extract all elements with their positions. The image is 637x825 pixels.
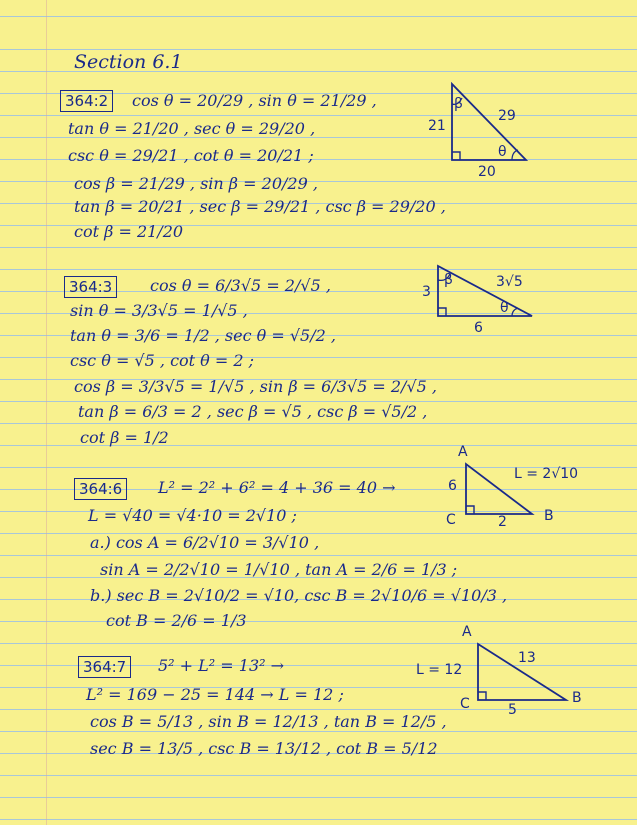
vertex-label-top: A bbox=[462, 624, 472, 640]
equation-line: sin θ = 3/3√5 = 1/√5 , bbox=[70, 301, 248, 320]
equation-line: cot β = 21/20 bbox=[74, 222, 184, 241]
problem-label: 364:7 bbox=[78, 656, 131, 678]
equation-line: cos β = 21/29 , sin β = 20/29 , bbox=[74, 174, 318, 193]
vertex-label-left: C bbox=[460, 696, 470, 712]
side-label-left: 3 bbox=[422, 284, 431, 300]
angle-label-top: β bbox=[454, 96, 463, 112]
side-label-hyp: 13 bbox=[518, 650, 536, 666]
triangle-figure bbox=[416, 622, 596, 722]
equation-line: a.) cos A = 6/2√10 = 3/√10 , bbox=[90, 533, 320, 552]
side-label-left: L = 12 bbox=[416, 662, 463, 678]
equation-line: L² = 169 − 25 = 144 → L = 12 ; bbox=[86, 685, 344, 704]
angle-label-right: θ bbox=[498, 144, 507, 160]
problem-label: 364:6 bbox=[74, 478, 127, 500]
vertex-label-right: B bbox=[544, 508, 554, 524]
equation-line: L = √40 = √4·10 = 2√10 ; bbox=[88, 506, 297, 525]
side-label-bottom: 6 bbox=[474, 320, 483, 336]
angle-label-right: θ bbox=[500, 300, 509, 316]
equation-line: csc θ = 29/21 , cot θ = 20/21 ; bbox=[68, 146, 314, 165]
side-label-left: 6 bbox=[448, 478, 457, 494]
triangle-figure bbox=[444, 442, 594, 532]
vertex-label-left: C bbox=[446, 512, 456, 528]
equation-line: L² = 2² + 6² = 4 + 36 = 40 → bbox=[158, 478, 396, 497]
side-label-left: 21 bbox=[428, 118, 446, 134]
side-label-hyp: 29 bbox=[498, 108, 516, 124]
side-label-hyp: 3√5 bbox=[496, 274, 523, 290]
equation-line: tan θ = 3/6 = 1/2 , sec θ = √5/2 , bbox=[70, 326, 336, 345]
equation-line: cos B = 5/13 , sin B = 12/13 , tan B = 12/5 , bbox=[90, 712, 447, 731]
side-label-bottom: 2 bbox=[498, 514, 507, 530]
angle-label-top: β bbox=[444, 272, 453, 288]
equation-line: sin A = 2/2√10 = 1/√10 , tan A = 2/6 = 1/3 ; bbox=[100, 560, 458, 579]
equation-line: 5² + L² = 13² → bbox=[158, 656, 285, 675]
triangle-figure bbox=[428, 82, 550, 182]
equation-line: tan β = 6/3 = 2 , sec β = √5 , csc β = √5/2 , bbox=[78, 402, 428, 421]
equation-line: cos θ = 6/3√5 = 2/√5 , bbox=[150, 276, 331, 295]
side-label-bottom: 5 bbox=[508, 702, 517, 718]
equation-line: cot B = 2/6 = 1/3 bbox=[106, 611, 247, 630]
equation-line: tan β = 20/21 , sec β = 29/21 , csc β = 29/20 , bbox=[74, 197, 446, 216]
vertex-label-top: A bbox=[458, 444, 468, 460]
equation-line: cos β = 3/3√5 = 1/√5 , sin β = 6/3√5 = 2/√5 , bbox=[74, 377, 437, 396]
section-title: Section 6.1 bbox=[74, 51, 183, 73]
equation-line: cos θ = 20/29 , sin θ = 21/29 , bbox=[132, 91, 377, 110]
triangle-figure bbox=[422, 264, 556, 354]
equation-line: sec B = 13/5 , csc B = 13/12 , cot B = 5/12 bbox=[90, 739, 438, 758]
equation-line: cot β = 1/2 bbox=[80, 428, 169, 447]
problem-label: 364:2 bbox=[60, 90, 113, 112]
side-label-bottom: 20 bbox=[478, 164, 496, 180]
triangle-diagram bbox=[436, 264, 556, 324]
side-label-hyp: L = 2√10 bbox=[514, 466, 579, 482]
equation-line: b.) sec B = 2√10/2 = √10, csc B = 2√10/6 = √10/3 , bbox=[90, 586, 508, 605]
equation-line: tan θ = 21/20 , sec θ = 29/20 , bbox=[68, 119, 316, 138]
problem-label: 364:3 bbox=[64, 276, 117, 298]
vertex-label-right: B bbox=[572, 690, 582, 706]
equation-line: csc θ = √5 , cot θ = 2 ; bbox=[70, 351, 255, 370]
margin-line bbox=[46, 0, 47, 825]
